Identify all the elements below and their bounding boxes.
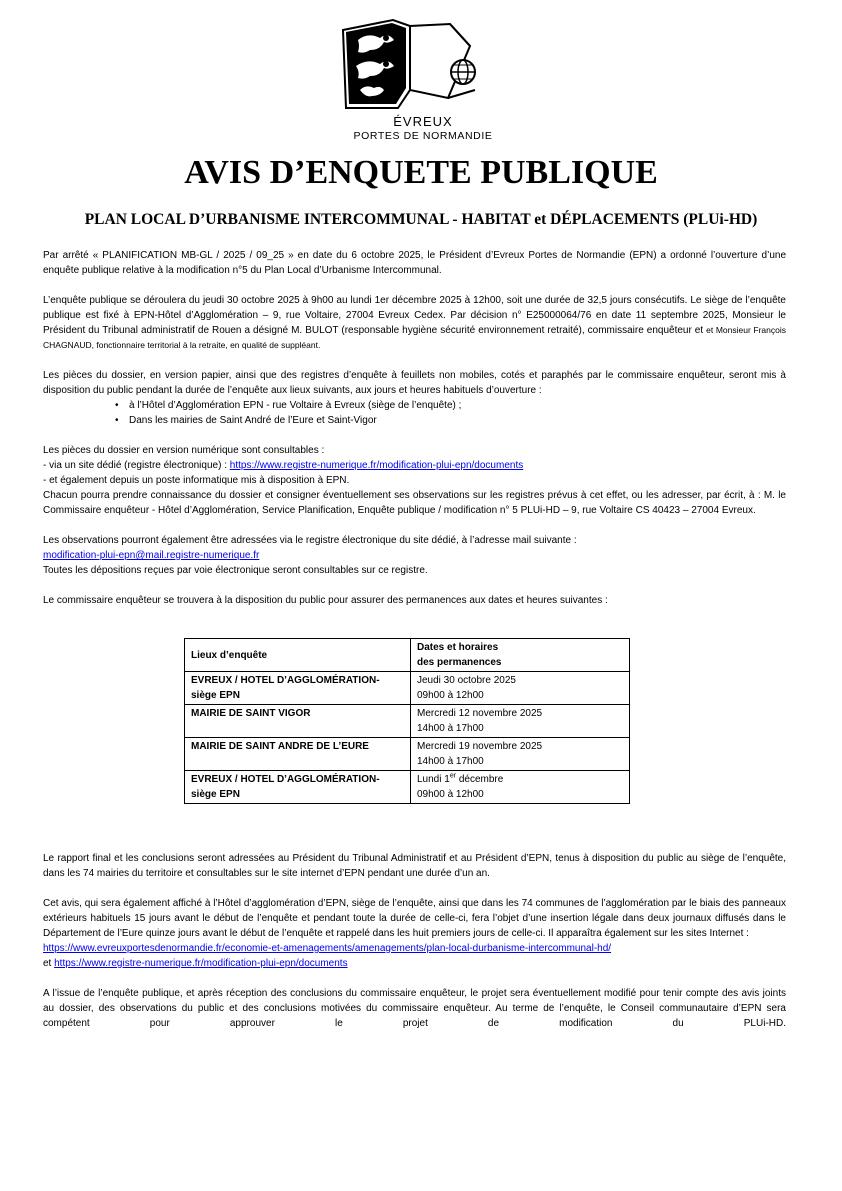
paragraph-permanences: Le commissaire enquêteur se trouvera à la disposition du public pour assurer des permanences aux dates et heures suivantes : xyxy=(43,595,608,606)
table-cell-date xyxy=(411,738,630,771)
table-cell-place xyxy=(185,705,411,738)
paragraph-site-link1 xyxy=(43,941,786,956)
table-cell-place xyxy=(185,738,411,771)
paragraph-email xyxy=(43,548,786,563)
date-suffix: décembre xyxy=(456,774,504,785)
logo-tagline: PORTES DE NORMANDIE xyxy=(353,130,493,142)
paragraph-email-intro: Les observations pourront également être adressées via le registre électronique du site dédié, à l’adresse mail suivante : xyxy=(43,535,577,546)
place-line2: siège EPN xyxy=(191,789,240,800)
table-cell-date xyxy=(411,672,630,705)
place-line1: MAIRIE DE SAINT VIGOR xyxy=(191,708,311,719)
place-line2: siège EPN xyxy=(191,690,240,701)
place-line1: EVREUX / HOTEL D’AGGLOMÉRATION- xyxy=(191,675,380,686)
place-line1: MAIRIE DE SAINT ANDRE DE L’EURE xyxy=(191,741,369,752)
paragraph-digital-site xyxy=(43,458,786,473)
paragraph-conclusion: A l’issue de l’enquête publique, et après réception des conclusions du commissaire enquêteur, le projet sera éventuellement modifié pour tenir compte des avis joints au dossier, des observations du public et des conclusions motivées du commissaire enquêteur. Au terme de l’enquête, le Conseil communautaire d’EPN sera compétent pour approuver le projet de modification du PLUi-HD. xyxy=(43,988,786,1029)
digital-site-prefix: - via un site dédié (registre électronique) : xyxy=(43,460,230,471)
date-text: Jeudi 30 octobre 2025 xyxy=(417,675,516,686)
header-dates-line1: Dates et horaires xyxy=(417,642,499,653)
permanences-table xyxy=(184,638,630,804)
header-lieux: Lieux d’enquête xyxy=(185,639,411,672)
page-title: AVIS D’ENQUETE PUBLIQUE xyxy=(184,154,658,191)
and-text: et xyxy=(43,958,55,969)
email-link[interactable]: modification-plui-epn@mail.registre-numerique.fr xyxy=(43,550,260,561)
table-cell-place xyxy=(185,672,411,705)
table-row xyxy=(185,738,630,771)
date-text: Mercredi 19 novembre 2025 xyxy=(417,741,543,752)
logo-city-name: ÉVREUX xyxy=(393,114,453,129)
paragraph-dates-text: L’enquête publique se déroulera du jeudi 30 octobre 2025 à 9h00 au lundi 1er décembre 2025 à 12h00, soit une durée de 32,5 jours consécutifs. Le siège de l’enquête publique est fixé à EPN-Hôtel d’Agglomération – 9, rue Voltaire, 27004 Evreux Cedex. Par décision n° E25000064/76 en date 11 septembre 2025, Monsieur le Président du Tribunal administratif de Rouen a désigné M. BULOT (responsable hygiène sécurité environnement retraité), commissaire enquêteur et xyxy=(43,295,786,336)
evreux-logo xyxy=(338,18,508,148)
date-sup: er xyxy=(449,772,457,780)
list-item: • Dans les mairies de Saint André de l’Eure et Saint-Vigor xyxy=(115,413,786,428)
epn-site-link[interactable]: https://www.evreuxportesdenormandie.fr/economie-et-amenagements/amenagements/plan-local-durbanisme-intercommunal-hd/ xyxy=(43,943,612,954)
paragraph-affichage: Cet avis, qui sera également affiché à l’Hôtel d’agglomération d’EPN, siège de l’enquête, ainsi que dans les 74 communes de l’agglomération par le biais des panneaux extérieurs habituels 15 jours avant le début de l’enquête et pendant toute la durée de celle-ci, fera l’objet d’une insertion légale dans deux journaux diffusés dans le Département de l’Eure quinze jours avant le début de l’enquête et rappelé dans les huit premiers jours de celle-ci. Il apparaîtra également sur les sites Internet : xyxy=(43,898,786,939)
table-row xyxy=(185,771,630,804)
list-item: • à l’Hôtel d’Agglomération EPN - rue Voltaire à Evreux (siège de l’enquête) ; xyxy=(115,398,786,413)
table-row xyxy=(185,672,630,705)
place-line1: EVREUX / HOTEL D’AGGLOMÉRATION- xyxy=(191,774,380,785)
table-cell-place xyxy=(185,771,411,804)
table-cell-date xyxy=(411,705,630,738)
page-subtitle: PLAN LOCAL D’URBANISME INTERCOMMUNAL - HABITAT et DÉPLACEMENTS (PLUi-HD) xyxy=(84,211,758,228)
registre-link-2[interactable]: https://www.registre-numerique.fr/modification-plui-epn/documents xyxy=(54,958,348,969)
time-text: 14h00 à 17h00 xyxy=(417,756,484,767)
paragraph-dates-suppleant: et Monsieur François CHAGNAUD, fonctionnaire territorial à la retraite, en qualité de suppléant. xyxy=(43,325,786,350)
paragraph-observations-postal: Chacun pourra prendre connaissance du dossier et consigner éventuellement ses observations sur les registres prévus à cet effet, ou les adresser, par écrit, à : M. le Commissaire enquêteur - Hôtel d’Agglomération, Service Planification, Enquête publique / modification n° 5 PLUi-HD – 9, rue Voltaire CS 40423 – 27004 Evreux. xyxy=(43,490,786,516)
date-text: Mercredi 12 novembre 2025 xyxy=(417,708,543,719)
header-dates-line2: des permanences xyxy=(417,657,502,668)
time-text: 14h00 à 17h00 xyxy=(417,723,484,734)
table-row xyxy=(185,705,630,738)
paragraph-dates xyxy=(43,293,786,353)
notice-body xyxy=(43,248,786,608)
paragraph-arrete: Par arrêté « PLANIFICATION MB-GL / 2025 / 09_25 » en date du 6 octobre 2025, le Président d’Evreux Portes de Normandie (EPN) a ordonné l’ouverture d’une enquête publique relative à la modification n°5 du Plan Local d’Urbanisme Intercommunal. xyxy=(43,250,786,276)
locations-list xyxy=(43,398,786,428)
header-dates xyxy=(411,639,630,672)
paragraph-digital-intro: Les pièces du dossier en version numérique sont consultables : xyxy=(43,445,325,456)
paragraph-site-link2 xyxy=(43,956,786,971)
date-prefix: Lundi 1 xyxy=(417,774,450,785)
paragraph-digital-poste: - et également depuis un poste informatique mis à disposition à EPN. xyxy=(43,475,350,486)
date-text xyxy=(417,772,623,787)
notice-body-bottom xyxy=(43,851,786,1031)
paragraph-rapport: Le rapport final et les conclusions seront adressées au Président du Tribunal Administratif et au Président d’EPN, tenus à disposition du public au siège de l’enquête, dans les 74 mairies du territoire et consultables sur le site internet d’EPN pendant une durée d’un an. xyxy=(43,853,786,879)
logo-emblem-icon xyxy=(338,18,508,114)
registre-link[interactable]: https://www.registre-numerique.fr/modification-plui-epn/documents xyxy=(229,460,524,471)
table-cell-date xyxy=(411,771,630,804)
time-text: 09h00 à 12h00 xyxy=(417,690,484,701)
time-text: 09h00 à 12h00 xyxy=(417,789,484,800)
paragraph-email-note: Toutes les dépositions reçues par voie électronique seront consultables sur ce registre. xyxy=(43,565,428,576)
table-header-row xyxy=(185,639,630,672)
paragraph-paper-dossier: Les pièces du dossier, en version papier, ainsi que des registres d’enquête à feuillets non mobiles, cotés et paraphés par le commissaire enquêteur, seront mis à disposition du public pendant la durée de l’enquête aux lieux suivants, aux jours et heures habituels d’ouverture : xyxy=(43,370,786,396)
